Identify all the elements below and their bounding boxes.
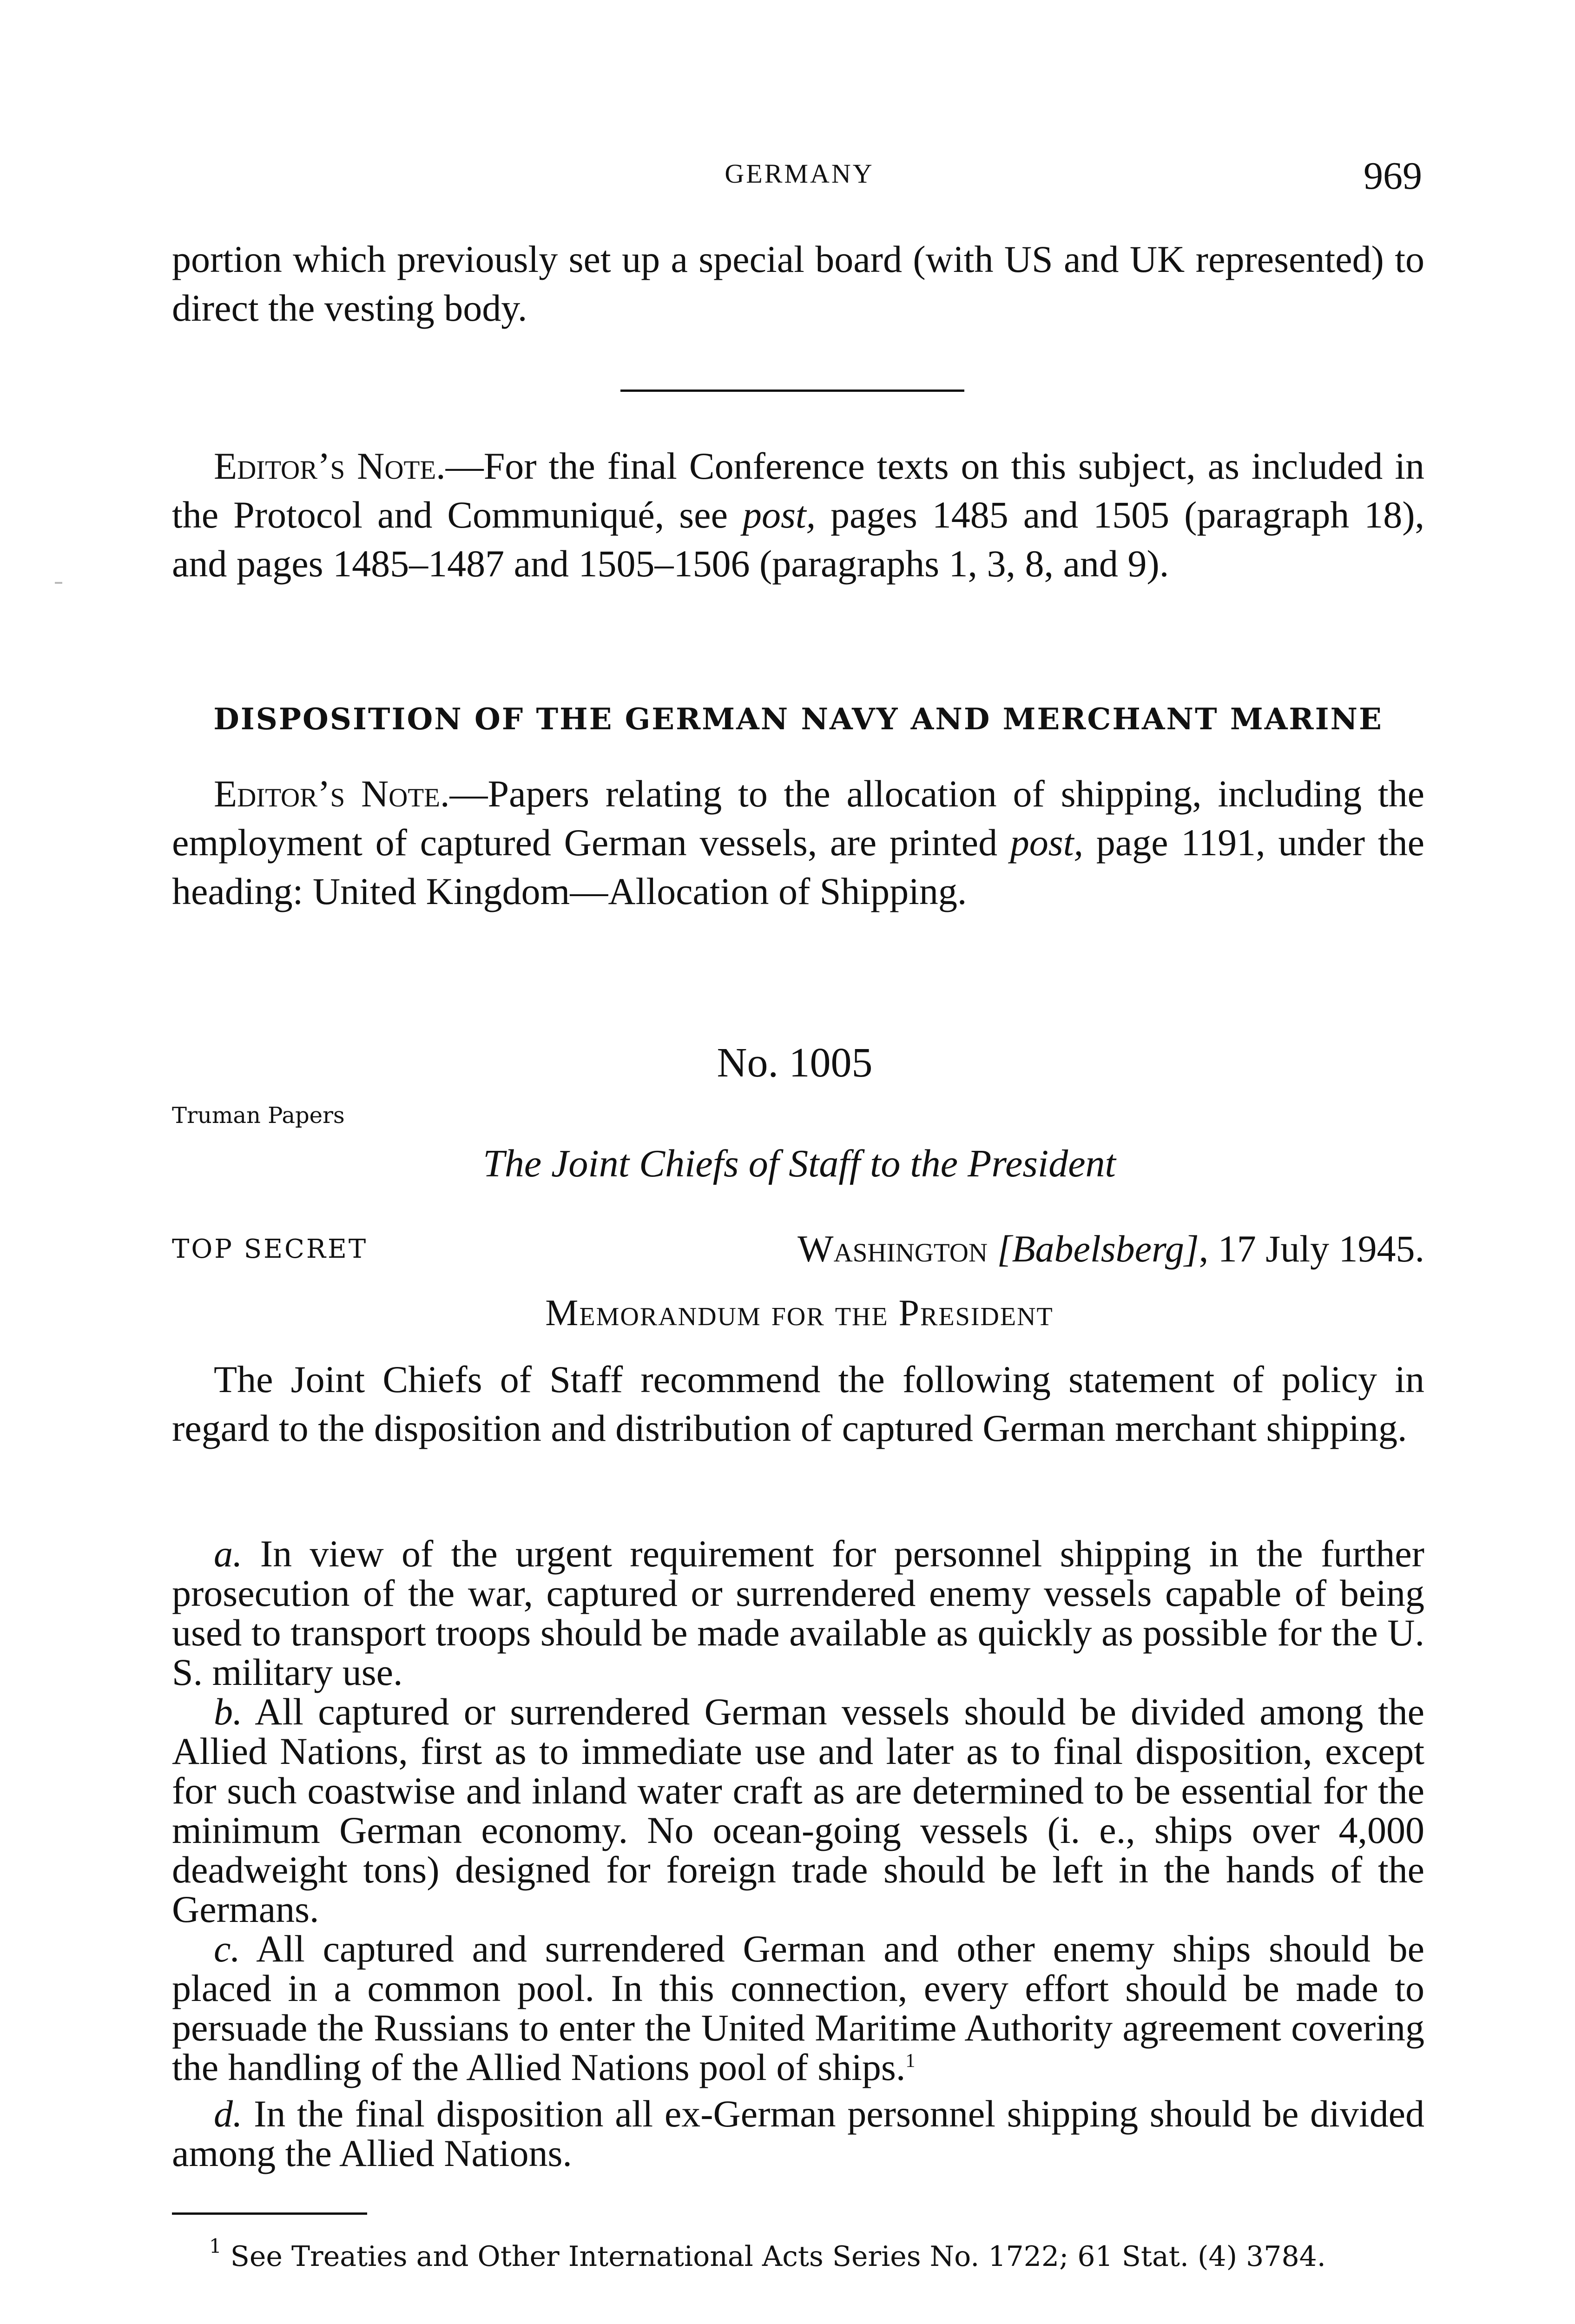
document-title: The Joint Chiefs of Staff to the President — [483, 1142, 1116, 1185]
memo-intro-paragraph — [172, 1355, 1424, 1452]
policy-item — [172, 1534, 1424, 1692]
footnote-reference: 1 — [905, 2050, 916, 2072]
editors-note-text-continued: pages 1485 and 1505 (paragraph 18), and pages 1485–1487 and 1505–1506 (paragraphs 1, 3, 8, and 9). — [172, 494, 1424, 585]
dateline-location: [Babelsberg] — [997, 1228, 1199, 1270]
policy-item-letter: d. — [214, 2093, 243, 2135]
editors-note-text-continued: page 1191, under the heading: United Kingdom—Allocation of Shipping. — [172, 821, 1424, 912]
running-head: GERMANY — [725, 158, 874, 189]
page-number: 969 — [1364, 154, 1422, 198]
page-header — [177, 153, 1422, 205]
section-heading: DISPOSITION OF THE GERMAN NAVY AND MERCHANT MARINE — [213, 702, 1383, 737]
memo-intro-text: The Joint Chiefs of Staff recommend the following statement of policy in regard to the disposition and distribution of captured German merchant shipping. — [172, 1358, 1424, 1449]
footnote-marker: 1 — [209, 2235, 222, 2258]
continuation-paragraph — [172, 235, 1424, 332]
footnote-text: See Treaties and Other International Acts Series No. 1722; 61 Stat. (4) 3784. — [221, 2240, 1326, 2273]
editors-note-dash: — — [445, 445, 484, 487]
continuation-text: portion which previously set up a special board (with US and UK represented) to direct the vesting body. — [172, 238, 1424, 329]
editors-note-shipping-paragraph — [172, 769, 1424, 916]
policy-item-letter: a. — [214, 1532, 243, 1575]
policy-item — [172, 1692, 1424, 1929]
policy-item — [172, 1929, 1424, 2094]
editors-note-label: Editor’s Note. — [214, 445, 446, 487]
dateline — [658, 1227, 1424, 1271]
editors-note-text: Papers relating to the allocation of shipping, including the employment of captured German vessels, are printed — [172, 772, 1424, 864]
source-label: Truman Papers — [172, 1103, 345, 1129]
footnote-rule — [172, 2212, 367, 2215]
editors-note-text: For the final Conference texts on this subject, as included in the Protocol and Communiqué, see — [172, 445, 1424, 536]
dateline-place: Washington — [797, 1228, 988, 1270]
dateline-date: , 17 July 1945. — [1199, 1228, 1424, 1270]
post-reference: post, — [1010, 821, 1083, 864]
policy-item-letter: c. — [214, 1928, 240, 1970]
memo-heading: Memorandum for the President — [545, 1293, 1054, 1334]
margin-mark — [55, 582, 62, 584]
footnote — [209, 2235, 1427, 2273]
policy-item-text: In view of the urgent requirement for personnel shipping in the further prosecution of the war, captured or surrendered enemy vessels capable of being used to transport troops should be made available as quickly as possible for the U. S. military use. — [172, 1532, 1424, 1693]
editors-note-dash: — — [449, 772, 488, 815]
classification-label: TOP SECRET — [172, 1234, 368, 1264]
post-reference: post, — [742, 494, 816, 536]
section-divider — [620, 390, 964, 392]
policy-item-letter: b. — [214, 1690, 243, 1733]
document-number: No. 1005 — [717, 1040, 873, 1086]
policy-item-text: All captured and surrendered German and other enemy ships should be placed in a common pool. In this connection, every effort should be made to persuade the Russians to enter the United Maritime Authority agreement covering the handling of the Allied Nations pool of ships. — [172, 1928, 1424, 2088]
policy-item-text: In the final disposition all ex-German personnel shipping should be divided among the Allied Nations. — [172, 2093, 1424, 2174]
memo-policy-list — [172, 1534, 1424, 2173]
policy-item-text: All captured or surrendered German vessels should be divided among the Allied Nations, first as to immediate use and later as to final disposition, except for such coastwise and inland water craft as are determined to be essential for the minimum German economy. No ocean-going vessels (i. e., ships over 4,000 deadweight tons) designed for foreign trade should be left in the hands of the Germans. — [172, 1690, 1424, 1930]
editors-note-label: Editor’s Note. — [214, 772, 450, 815]
editors-note-paragraph — [172, 442, 1424, 588]
policy-item — [172, 2094, 1424, 2173]
